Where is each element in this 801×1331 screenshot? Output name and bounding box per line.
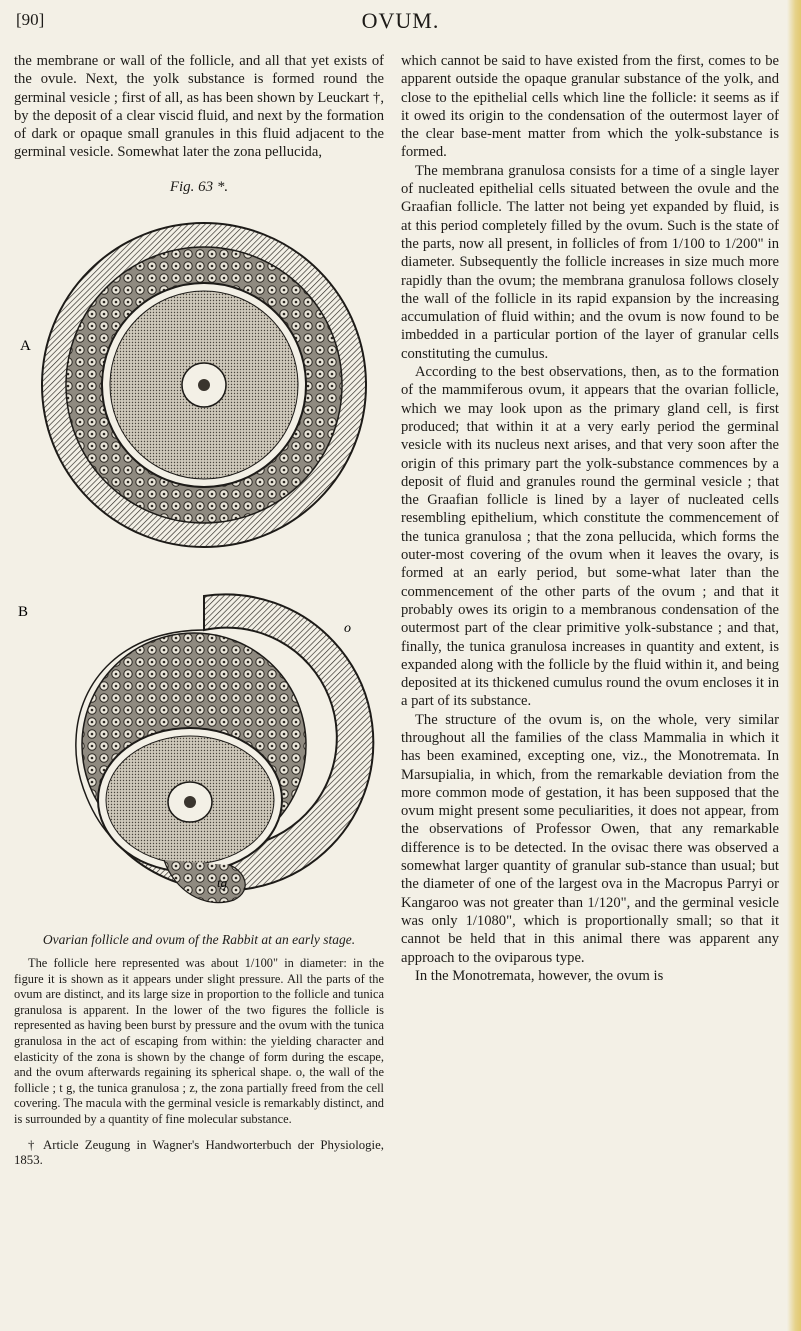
right-paragraph-4: The structure of the ovum is, on the whole, very similar throughout all the families of the class Mammalia in which it has been examined, excepting one, viz., the Monotremata. In Marsupialia, in which, from the remarkable deviation from the more common mode of gestation, it has been supposed that the ovum might present some peculiarities, it does not appear, from the observations of Professor Owen, that any remarkable difference is to be detected. In the ovisac there was observed a somewhat larger quantity of granular sub-stance than usual; but the diameter of one of the largest ova in the Macropus Parryi or Kangaroo was not greater than 1/120", and the germinal vesicle was only 1/1080", which is proportionally small; so that it cannot be held that in this animal there was apparent any approach to the oviparous type. xyxy=(401,711,779,966)
figure-legend-text: The follicle here represented was about 1/100" in diameter: in the figure it is shown as it appears under slight pressure. All the parts of the ovum are distinct, and its large size in proportion to the follicle and tunica granulosa is apparent. In the lower of the two figures the follicle is represented as having been burst by pressure and the ovum with the tunica granulosa in the act of escaping from within: the yielding character and elasticity of the zona is shown by the change of form during the escape, and the ovum afterwards regaining its spherical shape. o, the wall of the follicle ; t g, the tunica granulosa ; z, the zona partially freed from the cell covering. The macula with the germinal vesicle is remarkably distinct, and is surrounded by a quantity of fine molecular substance. xyxy=(14,956,384,1127)
figure-ovarian-follicle xyxy=(14,200,384,922)
left-paragraph-1: the membrane or wall of the follicle, and all that yet exists of the ovule. Next, the yolk substance is formed round the germinal vesicle ; first of all, as has been shown by Leuckart †, by the deposit of a clear viscid fluid, and next by the formation of dark or opaque small granules in this fluid adjacent to the germinal vesicle. Somewhat later the zona pellucida, xyxy=(14,53,384,161)
right-paragraph-5: In the Monotremata, however, the ovum is xyxy=(415,967,664,984)
figure-letter-o: o xyxy=(344,621,351,637)
left-column xyxy=(14,52,384,1169)
footnote-text: † Article Zeugung in Wagner's Handworterbuch der Physiologie, 1853. xyxy=(14,1137,384,1168)
footnote xyxy=(14,1138,384,1169)
figure-caption: Ovarian follicle and ovum of the Rabbit at an early stage. xyxy=(42,932,356,948)
right-paragraph-2: The membrana granulosa consists for a time of a single layer of nucleated epithelial cells situated between the ovule and the Graafian follicle. The latter not being yet expanded by fluid, is at this period completely filled by the ovum. Such is the state of the parts, now all present, in follicles of from 1/100 to 1/200" in diameter. Subsequently the follicle increases in size much more rapidly than the ovum; the membrana granulosa follows closely the wall of the follicle in its rapid expansion by the increasing accumulation of fluid within; and the ovum is now found to be imbedded in a particular portion of the layer of granular cells constituting the cumulus. xyxy=(401,162,779,362)
figure-letter-a: A xyxy=(20,338,31,355)
right-paragraph-1: which cannot be said to have existed from the first, comes to be apparent outside the opaque granular substance of the yolk, and close to the epithelial cells which line the follicle: it seems as if it owed its origin to the condensation of the outermost layer of the clear base-ment matter from which the yolk-substance is formed. xyxy=(401,53,779,161)
figure-a-follicle xyxy=(42,223,366,547)
page-edge xyxy=(787,0,801,1331)
figure-letters-tg: tg xyxy=(217,875,228,891)
page-number: [90] xyxy=(16,10,45,29)
figure-legend xyxy=(14,956,384,1128)
right-paragraph-3: According to the best observations, then, as to the formation of the mammiferous ovum, it appears that the ovarian follicle, which we may look upon as the primary gland cell, is first produced; that within it at a very early period the germinal vesicle with its nucleus next arises, and that very soon after the origin of this primary part the yolk-substance commences by a deposit of fluid and granules round the germinal vesicle ; that the Graafian follicle is lined by a layer of nucleated cells resembling epithelium, which constitute the commencement of the tunica granulosa ; that the zona pellucida, which forms the outer-most covering of the ovum when it leaves the ovary, is formed at an early period, but some-what later than the commencement of the other parts of the ovum ; and that it probably owes its origin to a membranous condensation of the outermost part of the clear primitive yolk-substance ; and that, finally, the tunica granulosa increases in quantity and extent, is expanded along with the follicle by the fluid within it, and being deposited at its thickened cumulus round the ovum encloses it in a part of its substance. xyxy=(401,364,779,710)
running-title: OVUM. xyxy=(361,8,440,33)
figure-label: Fig. 63 *. xyxy=(169,178,229,195)
follicle-illustration xyxy=(14,200,384,922)
figure-b-burst-follicle xyxy=(76,595,373,903)
right-column xyxy=(401,52,779,985)
figure-letter-b: B xyxy=(18,604,29,621)
